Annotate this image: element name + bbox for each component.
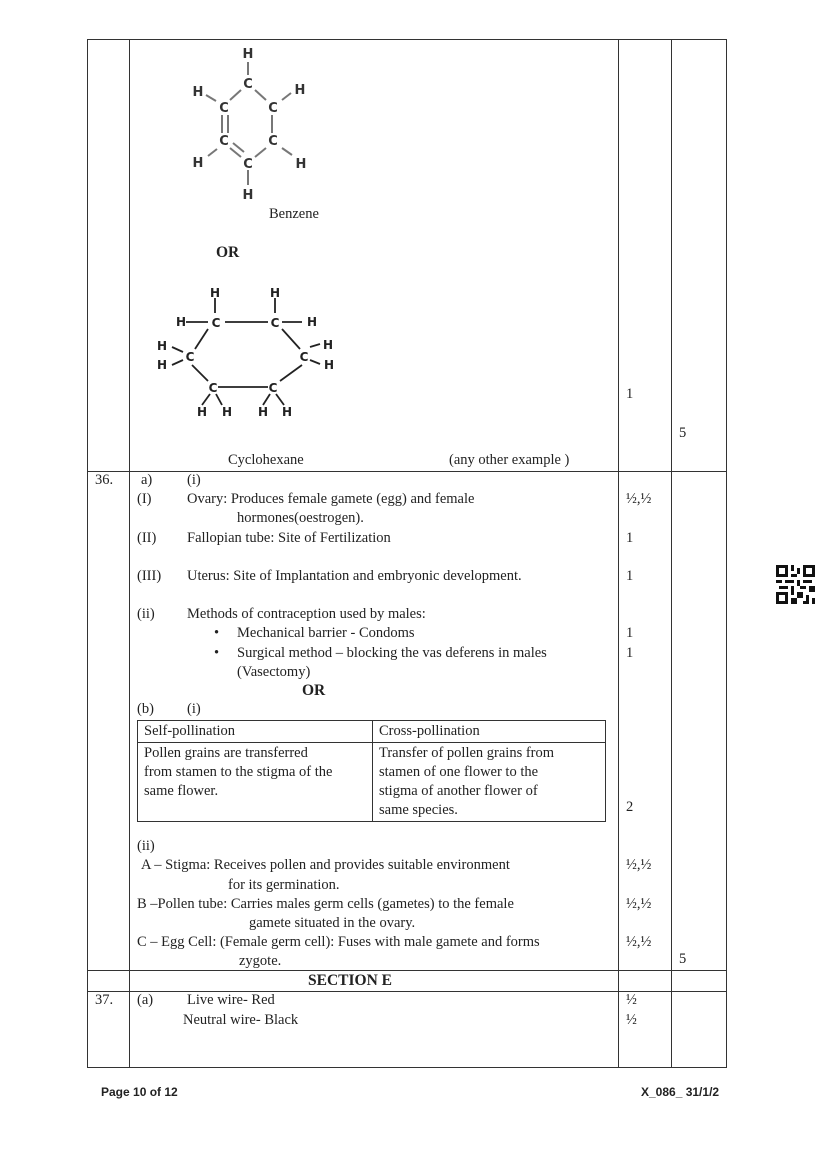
svg-text:H: H xyxy=(192,85,204,100)
q36-ii-label: (ii) xyxy=(137,606,155,622)
q36-number: 36. xyxy=(95,472,114,488)
self-line: same flower. xyxy=(144,783,219,799)
svg-text:C: C xyxy=(219,134,229,149)
bullet-2-line1: Surgical method – blocking the vas deferens in males xyxy=(237,645,547,661)
table-row xyxy=(138,743,606,822)
q37-mark-1: ½ xyxy=(626,992,637,1008)
table-header-row xyxy=(138,721,606,743)
page-number: Page 10 of 12 xyxy=(101,1085,178,1099)
col-divider-marks xyxy=(618,39,619,1068)
svg-text:C: C xyxy=(219,101,229,116)
bullet-marker: • xyxy=(214,645,220,661)
svg-text:H: H xyxy=(323,358,335,372)
svg-text:H: H xyxy=(242,47,254,62)
item-I-mark: ½,½ xyxy=(626,491,652,507)
q36-a-i-label: (i) xyxy=(187,472,201,488)
item-II-mark: 1 xyxy=(626,530,634,546)
qr-code xyxy=(776,565,815,604)
q36-ii-title: Methods of contraception used by males: xyxy=(187,606,426,622)
q36-a-label: a) xyxy=(141,472,153,488)
bullet-1-text: Mechanical barrier - Condoms xyxy=(237,625,415,641)
svg-text:H: H xyxy=(156,358,168,372)
self-line: Pollen grains are transferred xyxy=(144,745,308,761)
svg-text:C: C xyxy=(268,101,278,116)
part-B-line2: gamete situated in the ovary. xyxy=(249,915,416,931)
bullet-2-line2: (Vasectomy) xyxy=(237,664,311,680)
benzene-structure xyxy=(180,40,320,205)
self-line: from stamen to the stigma of the xyxy=(144,764,333,780)
item-III-line1: Uterus: Site of Implantation and embryonic development. xyxy=(187,568,522,584)
part-A-line1: A – Stigma: Receives pollen and provides suitable environment xyxy=(141,857,510,873)
table-left-border xyxy=(87,39,88,1068)
svg-text:C: C xyxy=(299,350,309,364)
item-III-num: (III) xyxy=(137,568,162,584)
item-I-num: (I) xyxy=(137,491,152,507)
q37-a-label: (a) xyxy=(137,992,154,1008)
bullet-marker: • xyxy=(214,625,220,641)
item-I-line1: Ovary: Produces female gamete (egg) and female xyxy=(187,491,475,507)
neutral-wire-text: Neutral wire- Black xyxy=(183,1012,299,1028)
svg-text:H: H xyxy=(192,156,204,171)
cross-line: Transfer of pollen grains from xyxy=(379,745,555,761)
item-II-num: (II) xyxy=(137,530,157,546)
row-divider-36-e xyxy=(87,970,727,971)
table-bottom-border xyxy=(87,1067,727,1068)
row-divider-35-36 xyxy=(87,471,727,472)
cross-line: same species. xyxy=(379,802,458,818)
part-C-line2: zygote. xyxy=(239,953,282,969)
q35-total: 5 xyxy=(679,425,687,441)
svg-text:H: H xyxy=(322,338,334,352)
pollination-comparison-table xyxy=(137,720,606,822)
self-pollination-cell xyxy=(138,743,373,822)
table-mark: 2 xyxy=(626,799,634,815)
live-wire-text: Live wire- Red xyxy=(187,992,275,1008)
header-cross-pollination: Cross-pollination xyxy=(373,721,606,743)
svg-text:H: H xyxy=(209,286,221,300)
bullet-1-mark: 1 xyxy=(626,625,634,641)
q36-b-i-label: (i) xyxy=(187,701,201,717)
q36-total: 5 xyxy=(679,951,687,967)
item-III-mark: 1 xyxy=(626,568,634,584)
q36-b-ii-label: (ii) xyxy=(137,838,155,854)
svg-text:H: H xyxy=(294,83,306,98)
bullet-2-mark: 1 xyxy=(626,645,634,661)
svg-text:H: H xyxy=(221,405,233,419)
svg-text:C: C xyxy=(243,157,253,172)
svg-text:C: C xyxy=(208,381,218,395)
part-B-line1: B –Pollen tube: Carries males germ cells (gametes) to the female xyxy=(137,896,514,912)
cross-pollination-cell xyxy=(373,743,606,822)
svg-text:C: C xyxy=(211,316,221,330)
q37-number: 37. xyxy=(95,992,114,1008)
svg-text:C: C xyxy=(270,316,280,330)
svg-text:H: H xyxy=(196,405,208,419)
or-label-36: OR xyxy=(302,682,326,699)
cyclohexane-label: Cyclohexane xyxy=(228,452,304,468)
svg-text:C: C xyxy=(268,134,278,149)
any-other-example: (any other example ) xyxy=(449,452,570,468)
part-C-mark: ½,½ xyxy=(626,934,652,950)
cross-line: stigma of another flower of xyxy=(379,783,538,799)
svg-text:H: H xyxy=(281,405,293,419)
col-divider-total xyxy=(671,39,672,1068)
svg-text:C: C xyxy=(268,381,278,395)
item-I-line2: hormones(oestrogen). xyxy=(237,510,364,526)
item-II-line1: Fallopian tube: Site of Fertilization xyxy=(187,530,391,546)
part-B-mark: ½,½ xyxy=(626,896,652,912)
svg-text:H: H xyxy=(295,157,307,172)
svg-text:H: H xyxy=(269,286,281,300)
q37-mark-2: ½ xyxy=(626,1012,637,1028)
part-C-line1: C – Egg Cell: (Female germ cell): Fuses with male gamete and forms xyxy=(137,934,540,950)
header-self-pollination: Self-pollination xyxy=(138,721,373,743)
svg-text:H: H xyxy=(175,315,187,329)
svg-text:H: H xyxy=(156,339,168,353)
paper-code: X_086_ 31/1/2 xyxy=(641,1085,720,1099)
table-right-border xyxy=(726,39,727,1068)
svg-text:H: H xyxy=(257,405,269,419)
or-label-35: OR xyxy=(216,244,240,261)
section-e-heading: SECTION E xyxy=(308,972,392,989)
part-A-mark: ½,½ xyxy=(626,857,652,873)
benzene-label: Benzene xyxy=(269,206,319,222)
cross-line: stamen of one flower to the xyxy=(379,764,539,780)
part-A-line2: for its germination. xyxy=(228,877,340,893)
svg-text:H: H xyxy=(306,315,318,329)
q35-mark: 1 xyxy=(626,386,634,402)
col-divider-number xyxy=(129,39,130,1068)
q36-b-label: (b) xyxy=(137,701,154,717)
svg-text:C: C xyxy=(243,77,253,92)
svg-text:H: H xyxy=(242,188,254,203)
cyclohexane-structure xyxy=(150,285,350,425)
svg-text:C: C xyxy=(185,350,195,364)
